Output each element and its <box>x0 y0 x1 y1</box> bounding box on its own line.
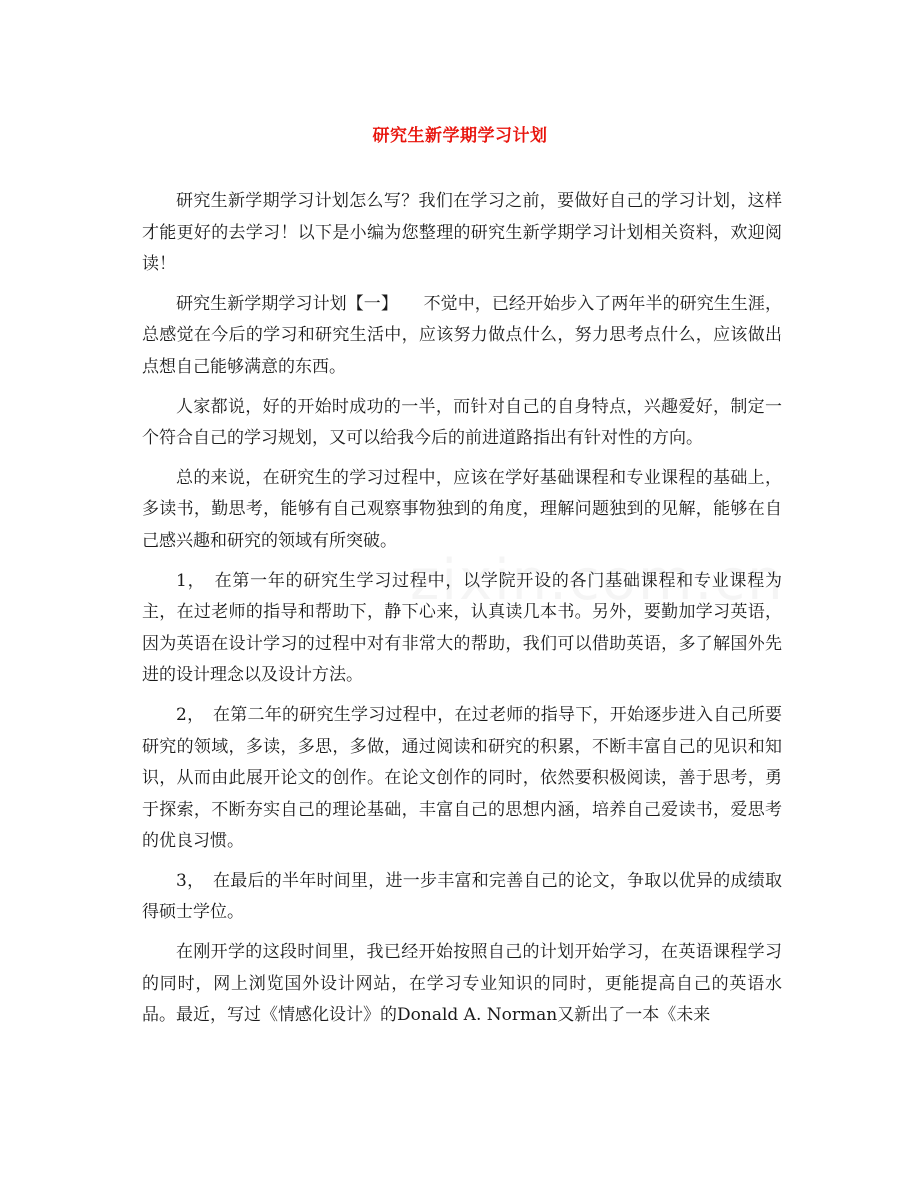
paragraph: 2， 在第二年的研究生学习过程中，在过老师的指导下，开始逐步进入自己所要研究的领域，多读，多思，多做，通过阅读和研究的积累，不断丰富自己的见识和知识，从而由此展开论文的创作。在论文创作的同时，依然要积极阅读，善于思考，勇于探索，不断夯实自己的理论基础，丰富自己的思想内涵，培养自己爱读书，爱思考的优良习惯。 <box>142 704 782 852</box>
paragraph: 总的来说，在研究生的学习过程中，应该在学好基础课程和专业课程的基础上，多读书，勤思考，能够有自己观察事物独到的角度，理解问题独到的见解，能够在自己感兴趣和研究的领域有所突破。 <box>142 467 782 551</box>
paragraph: 在刚开学的这段时间里，我已经开始按照自己的计划开始学习，在英语课程学习的同时，网上浏览国外设计网站，在学习专业知识的同时，更能提高自己的英语水品。最近，写过《情感化设计》的Donald A. Norman又新出了一本《未来 <box>142 942 782 1026</box>
paragraph: 人家都说，好的开始时成功的一半，而针对自己的自身特点，兴趣爱好，制定一个符合自己的学习规划，又可以给我今后的前进道路指出有针对性的方向。 <box>142 396 782 449</box>
paragraph: 研究生新学期学习计划怎么写？我们在学习之前，要做好自己的学习计划，这样才能更好的去学习！以下是小编为您整理的研究生新学期学习计划相关资料，欢迎阅读！ <box>142 191 782 275</box>
document-body <box>142 186 782 1040</box>
paragraph: 1， 在第一年的研究生学习过程中，以学院开设的各门基础课程和专业课程为主，在过老师的指导和帮助下，静下心来，认真读几本书。另外，要勤加学习英语，因为英语在设计学习的过程中对有非常大的帮助，我们可以借助英语，多了解国外先进的设计理念以及设计方法。 <box>142 570 782 686</box>
document-title: 研究生新学期学习计划 <box>372 126 548 146</box>
paragraph: 3， 在最后的半年时间里，进一步丰富和完善自己的论文，争取以优异的成绩取得硕士学位。 <box>142 870 782 923</box>
paragraph: 研究生新学期学习计划【一】 不觉中，已经开始步入了两年半的研究生生涯，总感觉在今后的学习和研究生活中，应该努力做点什么，努力思考点什么，应该做出点想自己能够满意的东西。 <box>142 293 782 377</box>
